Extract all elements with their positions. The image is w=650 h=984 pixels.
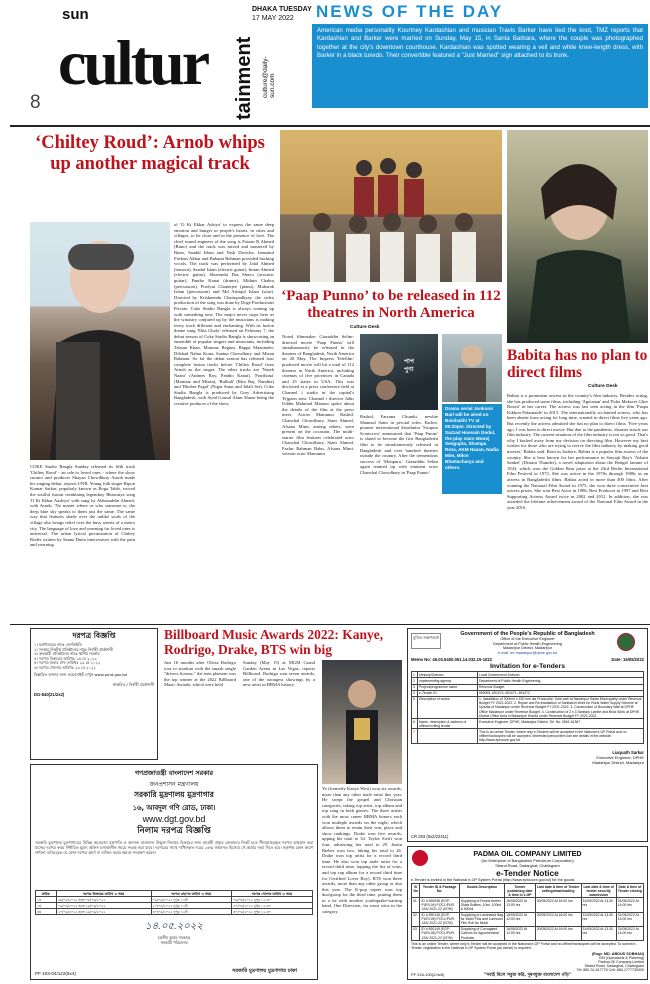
padma-sub1: (An Enterprise of Bangladesh Petroleum Corporation) — [481, 858, 574, 863]
babita-headline: Babita has no plan to direct films — [507, 347, 648, 381]
dateline: DHAKA TUESDAY — [252, 6, 312, 13]
table-cell: 30/05/2022 At 16:00 hrs — [535, 926, 581, 940]
table-cell: 31/05/2022 At 13:30 hrs — [581, 912, 616, 926]
table-cell: 31/05/2022 At 14:00 hrs — [616, 898, 643, 912]
egp-office1: Office of the Executive Engineer — [500, 637, 555, 641]
table-cell: ০৯/০৬/২০২২ দুপুর ১২টা — [151, 897, 231, 903]
table-cell: Supplying of Round Amber Glass Bottles, 10ml, 100ml & 500ml — [459, 898, 504, 912]
egp-sign-title: Executive Engineer, DPHE — [596, 754, 644, 760]
logo-main: cultur — [58, 27, 208, 98]
table-cell: 30/05/2022 At 16:00 hrs — [535, 912, 581, 926]
group-figures — [280, 130, 502, 282]
press-th-2: দরপত্র বিক্রয়ের তারিখ ও সময় — [56, 891, 151, 897]
bbma-col1: Just 16 months after Olivia Rodrigo rose to stardom with the smash single "drivers license," the teen phenom was the top winner at the 2022 Billboard Music Awards, which were held — [164, 660, 236, 688]
paap-punno-poster — [360, 334, 438, 410]
babita-byline: Culture Desk — [588, 384, 618, 389]
press-footer: সরকারি মুদ্রণালয় মুদ্রণাগার ঢাকা — [232, 968, 297, 974]
table-row — [412, 898, 644, 912]
table-cell: 690093, 691074, 691071, 691072 — [478, 690, 644, 696]
ad-dphe-etender — [407, 628, 648, 842]
dorpotro-line-5: ৫। দরপত্র জমার শেষ তারিখঃ ২৯ মে ২০২২ — [34, 660, 101, 666]
ad-dorpotro — [30, 628, 158, 760]
bbma-photo — [322, 660, 402, 784]
arnob-photo — [30, 222, 170, 460]
egp-email[interactable]: e-mail: ee.madaripur@dphe.gov.bd — [497, 650, 558, 655]
table-cell: Department of Public Health Engineering — [478, 678, 644, 684]
table-cell: 16/05/2022 At 12:00 hrs — [505, 926, 536, 940]
table-cell: e-Tender ID — [418, 690, 478, 696]
padma-note: This is an online Tender, where only e-Tender will be accepted in the National e-GP Portal and no offline/hardcopies will be accepted. To submit e-Tender, registration in the National e-GP System Portal (as above) is required. — [411, 942, 637, 951]
ad-govt-press — [30, 764, 318, 980]
bbma-headline: Billboard Music Awards 2022: Kanye, Rodrigo, Drake, BTS win big — [164, 627, 384, 657]
table-cell: 1 — [412, 672, 418, 678]
egp-title: Invitation for e-Tenders — [489, 663, 566, 671]
table-cell: 6 — [412, 719, 418, 729]
press-th-4: দরপত্র খোলার তারিখ ও সময় — [231, 891, 312, 897]
press-table — [35, 890, 313, 915]
dorpotro-title: দরপত্র বিজ্ঞপ্তি — [72, 631, 116, 640]
dorpotro-line-4: ৪। দরপত্র বিক্রয়ের তারিখঃ ১৬ মে ২০২২ — [34, 655, 97, 661]
padma-sign-addr: Strand Road, Sadarghat, Chattogram — [584, 963, 644, 968]
padma-intro: e-Tender is invited in the National e-GP System Portal (http://www.eprocure.gov.bd) for the goods: — [411, 878, 576, 882]
paap-punno-col2: Rashid, Farzana Chumki, newbie Shamsul Sami in pivotal roles. Earlier, pioneer international distributor 'Swapno Scarecrow' announced that 'Paap Punno' is slated to become the first Bangladeshi film to be simultaneously released in Bangladesh and over hundred theatres outside the country. After the tremendous success of 'Monpura,' Giasuddin Selim again teamed up with eminent actor Chanchal Chowdhury in 'Paap Punno'. — [360, 414, 438, 475]
babita-figure — [507, 130, 648, 343]
bbma-col2: Sunday (May 15) at MGM Grand Garden Arena in Las Vegas, reports Billboard. Rodrigo won seven awards, one of the strongest showings by a new artist in BBMA history. — [243, 660, 315, 688]
table-cell: 4 — [412, 690, 418, 696]
logo-small: sun — [62, 6, 89, 23]
mujib-logo-text: মুজিব জন্মশতবর্ষ — [413, 635, 439, 640]
padma-ref: PF 216-100(2/4x5) — [411, 972, 445, 977]
padma-th-3: Goods Description — [459, 884, 504, 898]
table-row — [412, 926, 644, 940]
table-cell: Supplying of Laminated Bag for Mobil Plus and Lubricant Film Roll for Mobil — [460, 913, 504, 926]
table-row — [412, 696, 644, 718]
egp-office2: Department of Public Health Engineering — [493, 641, 562, 646]
dorpotro-line-6: ৬। দরপত্র খোলার তারিখঃ ২৯ মে ২০২২ — [34, 664, 96, 670]
press-signature-date: ১৪.০৫.২০২২ — [145, 921, 203, 933]
press-title-2: জনপ্রশাসন মন্ত্রণালয় — [149, 781, 199, 788]
table-cell: Supplying of Corrugated Cartons for Agrochemical Products — [459, 926, 504, 940]
padma-th-7: Date & time of Tender closing — [616, 884, 643, 898]
table-cell: 01 — [412, 898, 420, 912]
masthead-rule — [10, 125, 650, 127]
table-row — [412, 912, 644, 926]
page-number: 8 — [30, 92, 41, 113]
egp-office3: Madaripur District, Madaripur — [503, 646, 552, 651]
table-cell: ৩০/০৬/২০২২ দুপুর ১২টা — [151, 909, 231, 915]
table-cell: 7 — [412, 729, 418, 743]
padma-sub2: Strand Road, Sadarghat, Chattogram — [495, 863, 560, 868]
news-of-day-box — [312, 2, 648, 108]
padma-th-2: Tender ID & Package No. — [420, 884, 459, 898]
table-cell: Description of works — [418, 696, 478, 718]
padma-sign-org: Padma Oil Company Limited — [598, 959, 644, 964]
table-cell: 02 — [412, 912, 420, 926]
poster-title: পাপ পুণ্য — [404, 358, 414, 373]
egp-ref: CR 293 (6x2/22411) — [411, 834, 449, 839]
poster-faces — [360, 334, 438, 410]
babita-body: Babita is a prominent actress in the country's film industry. Besides acting, she has produced some films, including 'Agnisnan' and 'Poka Makorer Ghor Bosoti' in her career. The actress was last seen acting in the film 'Puspa Kikhon Palasnaide' in 2015. The internationally acclaimed actress, who has been absent from acting for long time, wanted to direct films five years ago. But recently the actress admitted she has no plan to direct films. 'Five years ago, I was keen to direct movie. But due to the pandemic, disaster struck our film industry. The current situation of the film industry is not so good. That's why I backed away from my decision on directing film. However my best wishes for those who are trying to revive the film industry by making good movies,' Babita said. Born in Jashore, Babita is a popular film actress of the country. She is best known for her performance in Satyajit Ray's 'Ashani Sanket' (Distant Thunder), a novel adaptation about the Bengal famine of 1943, which won the Golden Bear prize at the 23rd Berlin International Film Festival in 1973. She was active in the 1970s through 1980s as an actress in Bangladeshi films. Babita acted in more than 300 films. After winning the National Film Award in 1975, she won three consecutive best actress prizes. She won Best Actor in 1986, Best Producer in 1997 and Best Supporting Actress Award twice in 2002 and 2012. In addition, she was awarded the lifetime achievement award of the National Film Award in the year 2016. — [507, 393, 648, 510]
drama-caption: Drama serial Jonkonir Bari will be aired on Boishakhi TV at 09:20pm. Directed by Sazzad Hossain Dodul, the play stars Monoj Sengupta, Shampa Reza, AKM Hasan, Nadia Mim, Milon Bhattacharya and others. — [442, 404, 502, 494]
padma-th-4: Tender publishing date & time in e-GP — [505, 884, 536, 898]
table-cell: ২৬/০৫/২০২২ হতে ০৮/০৬/২০২২ — [56, 897, 151, 903]
padma-th-1: Sl No — [412, 884, 420, 898]
table-cell: 03 — [412, 926, 420, 940]
lead-headline: ‘Chiltey Roud’: Arnob whips up another magical track — [35, 133, 265, 174]
table-cell: ৩য় — [36, 909, 57, 915]
table-cell: ID # 690149 (EGP-PURI-06) POCL/PUR. 12A/ 2021-22 (07/M) — [420, 926, 459, 940]
bbma-figure — [322, 660, 402, 784]
press-title-3: সরকারি মুদ্রণালয় মুদ্রণাগার — [134, 790, 214, 799]
news-of-day-heading: NEWS OF THE DAY — [316, 2, 504, 21]
padma-sign-name: (Engr. MD. ABDUS SOBHAN) — [592, 951, 644, 956]
table-cell: 5 — [412, 696, 418, 718]
table-cell: ৩০/০৬/২০২২ দুপুর ১২.৩০ — [231, 909, 312, 915]
table-cell: 3 — [412, 684, 418, 690]
arnob-figure — [30, 222, 170, 460]
table-cell: Project/programme name — [418, 684, 478, 690]
table-cell: ০৯/০৬/২০২২ হতে ১৯/০৬/২০২২ — [56, 903, 151, 909]
date: 17 MAY 2022 — [252, 15, 294, 22]
padma-table-header — [412, 884, 644, 898]
press-body: সরকারি মুদ্রণালয় মুদ্রণাগারের বিভিন্ন অকেজো যন্ত্রপাতি ও অন্যান্য মালামাল উন্মুক্ত নিলামে বিক্রয়ের জন্য আগ্রহী প্রকৃত ক্রেতাদের নিকট হতে সীলমোহরকৃত দরপত্র আহবান করা যাচ্ছে। দরপত্র ফরম নির্ধারিত মূল্যে অফিস চলাকালীন সময়ে সংগ্রহ করা যাবে। দরপত্রের সাথে দাখিলকৃত দরের ২৫% জামানত হিসেবে পে-অর্ডার জমা দিতে হবে। কর্তৃপক্ষ কোন কারণ দর্শানো ব্যতিরেকে যে কোন দরপত্র গ্রহণ বা বাতিল করার ক্ষমতা সংরক্ষণ করেন। — [35, 840, 313, 856]
logo-vertical: tainment — [233, 36, 255, 120]
egp-date: Date: 16/05/2022 — [611, 657, 644, 663]
lead-col1: COKE Studio Bangla Sunday released its fifth track 'Chiltey Roud' - an ode to loved ones - where the show curator and producer Shayan Chowdhury Arnob made his singing debut, reports UNB. Young folk singer Ripon Kumar Sarkar, popularly known as Boga Taleb, voiced the soulful fusion combining legendary Bhawaiya song 'O Ki Ekbar Aashiya' with sung by Abbasuddin Ahmed, with Arnob. 'No matter where or who someone is, the deep blue sky speaks to them just the same. The same way that features shade over the unlike souls of the village also brings relief over the busy streets of a metro city. The language of love and yearning for loved ones is universal. The urban lyrical picturization of Chiltey Roder written by Sanna Dutta interweaves with the pain and yearning — [30, 464, 135, 548]
padma-logo — [412, 850, 428, 866]
table-cell: 1. Installation of 300mm x 150 mm dia Production Tube-well at Madaripur Sadar Municipality under Revenue Budget FY 2021-2022. 2. Repair and Re-installation of Sanitation Work for Rural Water Supply Scheme at Upazila of Madaripur under Revenue Budget FY 2021-2022. 3. Construction of Boundary Wall at DPHE Office Madaripur under Revenue Budget. 4. Construction of 2 x 3 Sanitary Latrine and Brick Work at DPHE District Office Area in Madaripur District under Revenue Budget FY 2021-2022. — [479, 697, 642, 718]
press-sign-name: (অসীম কুমার সরকার) — [157, 935, 191, 941]
press-th-3: দরপত্র গ্রহণের তারিখ ও সময় — [151, 891, 231, 897]
dorpotro-sign: স্বাক্ষরিত / নির্বাহী প্রকৌশলী — [112, 682, 154, 688]
babita-photo — [507, 130, 648, 343]
drama-figure — [442, 334, 502, 402]
paap-punno-byline: Culture Desk — [350, 325, 380, 330]
table-row — [412, 719, 644, 729]
table-cell: This is an online Tender, where only e-Tenders will be accepted in the National e-GP Portal and no offline/hardcopies will be accepted. Interested person/firm can see details in the website: http://www.eprocure.gov.bd — [478, 729, 644, 743]
ad-padma-oil — [407, 846, 648, 980]
govt-seal — [617, 633, 635, 651]
table-cell: Revenue Budget — [478, 684, 644, 690]
paap-punno-headline: ‘Paap Punno’ to be released in 112 theatres in North America — [281, 288, 501, 321]
table-row — [412, 729, 644, 743]
press-ref: PF 403-04/122(6x4) — [35, 971, 76, 976]
dorpotro-note: বিস্তারিত জানার জন্য ওয়েবসাইট দেখুন www.pmd.gov.bd — [34, 671, 128, 677]
padma-th-5: Last date & time of Tender selling/downloading — [535, 884, 581, 898]
egp-gov: Government of the People's Republic of Bangladesh — [460, 631, 595, 637]
mujib-logo — [411, 633, 441, 649]
padma-sign-title: GM (Operations & Planning) — [598, 955, 644, 960]
table-cell: ২য় — [36, 903, 57, 909]
press-title-4: ১৬, আবদুল গণি রোড, ঢাকা। — [132, 804, 216, 812]
table-cell — [418, 729, 478, 743]
table-cell: 31/05/2022 At 14:00 hrs — [616, 926, 643, 940]
egp-memo-row — [411, 657, 644, 662]
press-url[interactable]: www.dgt.gov.bd — [142, 814, 206, 824]
paap-punno-col1: Noted filmmaker Giasuddin Selim-directed movie 'Paap Punno' will simultaneously be released in the theatres of Bangladesh, North America on 20 May. The Impress Telefilm-produced movie will hit a total of 112 theatres in North America, including cinemas of five provinces in Canada and 25 states in USA. This was disclosed at a press conference held at Channel i studio in the capital's Tejgaon area. Channel i director Jahir Uddin Mahmud Mamun spoke about the details of the film at the press meet. Actors Mamunur Rashid, Chanchal Chowdhury, Siam Ahmed, Afsana Mimi, among others, were present on the occasion. The multi-starrer film features celebrated actor Chanchal Chowdhury, Siam Ahmed, Fazlur Rahman Babu, Afsana Mimi, veteran actor Mamunur — [282, 334, 354, 457]
story-rule — [10, 624, 650, 625]
press-th-1: ক্রমিক — [36, 891, 57, 897]
padma-sign-tel: Tel: 880-31-617778 Cell: 880-1777735300 — [576, 967, 644, 972]
table-cell: 31/05/2022 At 13:30 hrs — [581, 898, 616, 912]
dorpotro-line-2: ২। সংস্থার নিকটস্থ প্রতিষ্ঠানের নামঃ নির্বাহী প্রকৌশলী — [34, 646, 114, 652]
table-cell: ২০/০৬/২০২২ দুপুর ১২.৩০ — [231, 903, 312, 909]
table-cell: 31/05/2022 At 14:00 hrs — [616, 912, 643, 926]
drama-photo — [442, 334, 502, 402]
table-cell: ID # 690146 (EGP-PURI-05) POCL/PUR. 12A/ 2021-22 (07/M) — [420, 912, 459, 926]
table-cell: 16/05/2022 At 12:00 hrs — [505, 912, 536, 926]
news-of-day-body: American media personality Kourtney Kardashian and musician Travis Barker have tied the knot, TMZ reports that Kardashian and Barker were married on Sunday, May 15, in Santa Barbara, where the couple was photographed together at the city's downtown courthouse. Kardashian was spotted wearing a veil and white knee-length dress, with Barker in a black tuxedo. Their convertible featured a "Just Married" sign attached to its trunk. — [312, 24, 648, 108]
press-title-5: নিলাম দরপত্র বিজ্ঞপ্তি — [137, 826, 211, 836]
padma-title: e-Tender Notice — [496, 868, 559, 878]
dorpotro-line-3: ৩। ক্রয়কারী প্রতিষ্ঠানের নামঃ স্থানীয় সরকার — [34, 651, 100, 657]
paap-punno-group-photo — [280, 130, 502, 282]
padma-th-6: Last date & time of tender security submission — [581, 884, 616, 898]
padma-slogan: "সবাই মিলে সবুজ করি, দূষণমুক্ত বাংলাদেশ গড়ি" — [483, 972, 572, 978]
table-cell: 30/05/2022 At 16:00 hrs — [535, 898, 581, 912]
press-title-1: গণপ্রজাতন্ত্রী বাংলাদেশ সরকার — [135, 769, 213, 777]
table-cell: Local Government Division — [478, 672, 644, 678]
press-sign-title: সহকারী পরিচালক — [160, 939, 188, 945]
egp-memo: Memo No: 46.03.5400.061.14.032.15-1022 — [411, 657, 493, 663]
table-cell: ০৯/০৬/২০২২ দুপুর ১২.৩০ — [231, 897, 312, 903]
table-cell: ২০/০৬/২০২২ হতে ২৯/০৬/২০২২ — [56, 909, 151, 915]
table-cell: Executive Engineer, DPHE, Madaripur District. Tel. No: 0661-61367 — [478, 719, 644, 729]
table-cell: ১ম — [36, 897, 57, 903]
dorpotro-line-1: ১। মন্ত্রণালয়ের নামঃ এলজিইডি — [34, 642, 82, 647]
table-cell: ID # 690058 (EGP-PURI-04) POCL/PUR. 12A/ 2021-22 (07/M) — [420, 898, 459, 912]
table-cell: Name, description & address of official inviting tender — [418, 719, 478, 729]
table-cell: ২০/০৬/২০২২ দুপুর ১২টা — [151, 903, 231, 909]
table-cell: 31/05/2022 At 13:30 hrs — [581, 926, 616, 940]
egp-sign-name: Liaquath Sarkar — [612, 749, 644, 755]
table-cell: 2 — [412, 678, 418, 684]
padma-company: PADMA OIL COMPANY LIMITED — [473, 849, 582, 858]
egp-sign-place: Madaripur District, Madaripur — [592, 759, 644, 765]
email-text: culture@daily-sun.com — [262, 56, 276, 98]
bbma-col3: Ye (formerly Kanye West) won six awards, more than any other male artist this year. He swept the gospel and Christian categories, taking top artist, top album and top song in both genres. The three artists with the most career BBMA honors each won multiple awards on the night, which allows them to retain their win, place and show rankings. Drake won five awards, upping his total to 34. Taylor Swift won four, advancing her total to 29. Justin Bieber won two, hiking his total to 26. Drake won top artist for a record third time. He also won top male artist for a record third time, topping the list of wins, and top rap album for a record third time for Certified Lover Boy). BTS won three awards, more than any other group or duo this year. The K-pop septet won top duo/group for the third time, putting them in a tie with another youthquake-starting band, One Direction, for most wins in the category. — [322, 786, 402, 915]
table-cell: 16/05/2022 At 12:00 hrs — [505, 898, 536, 912]
padma-table — [411, 883, 644, 941]
lead-col2: of 'O Ki Ekbar Ashiya' to express the same deep emotion and hunger in people's hearts, in cities and villages, to be close and in the presence of love. The chief sound engineer of the song is Faizan R Ahmed (Buno) and the track was mixed and mastered by Buno, Saadul Islam and Yash Divecha. Jamaatul Firdous Akbar and Rubaiat Rehman provided backing vocals. The track was performed by Jalal Ahmed (tomorit), Saadul Islam (electric guitar), Imran Ahmed (electric guitar), Shuvendu Das Shuvo (acoustic guitar), Pantho Kanai (drums), Mithun Chakra (percussion), Prodyut Chatterjee (piano), Mubarak Islam (percussion) and Md Ashiqul Islam (sitar). Directed by Krishnendu Chattopadhyay, the video production of the song was done by Doge Productions Private. Coke Studio Bangla is always coming up with something new. The major never stops here as the winastry conjured up by the musicians is making every track different and enchanting. With its fusion theme song 'Ekla Cholo' released on February 7, the debut season of Coke Studio Bangla is showcasing an ensemble of popular singers and musicians, including Tahsan Khan, Momtaz Begum, Bappa Mazumder, Dilshad Nahar Kona, Sanina Chowdhury and Mizan Rahman. So far the debut season has released four complete fusion tracks before 'Chiltey Roud' from Arnob as the singer. The other tracks are 'Nasek Naani' (Animes Roy, Pantho Kanai), 'Prarthona' (Momtaz and Mizan), 'Bulbuli' (Ritu Raj, Nandita) and 'Bhober Pagol' (Nigar Sumi and Jalali Set). Coke Studio Bangla is produced by Grey Advertising Bangladesh, with Synd Gousal Alam Shaon being the creative producer of the show. — [174, 222, 275, 406]
egp-table — [411, 671, 644, 743]
table-cell: Implementing agency — [418, 678, 478, 684]
table-row — [36, 909, 313, 915]
table-cell: Ministry/Division — [418, 672, 478, 678]
dorpotro-ref: DG-840(21/2x2) — [34, 691, 65, 697]
email-line — [262, 34, 276, 98]
